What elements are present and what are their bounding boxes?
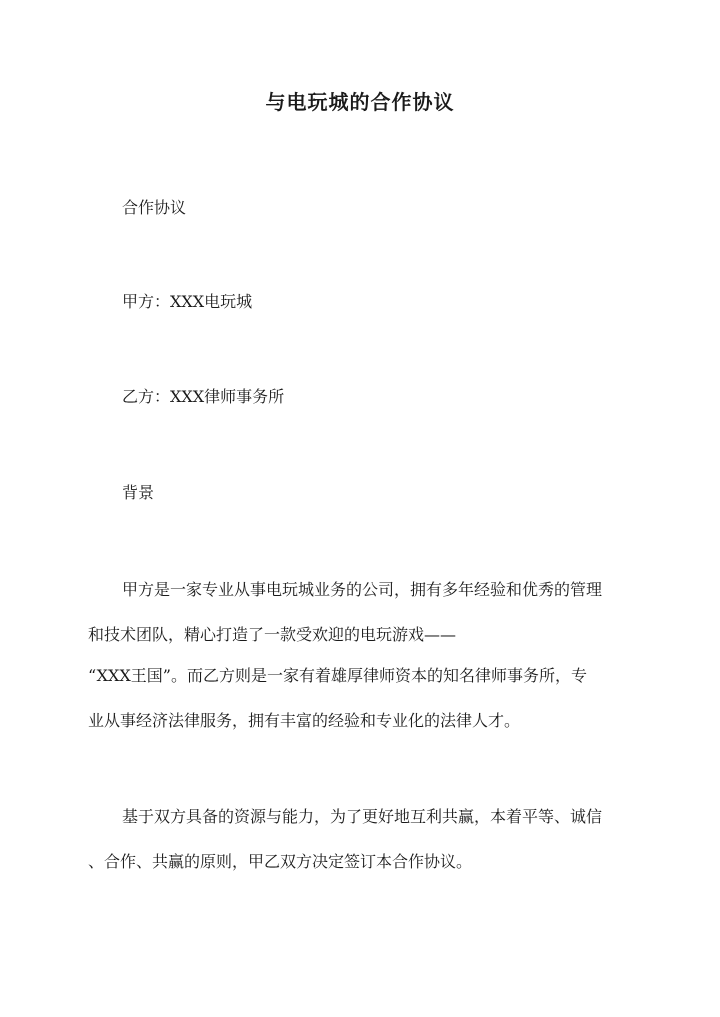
document-title: 与电玩城的合作协议 bbox=[265, 90, 455, 114]
paragraph-line: “XXX王国”。而乙方则是一家有着雄厚律师资本的知名律师事务所，专 bbox=[88, 666, 587, 685]
party-a-line: 甲方：XXX电玩城 bbox=[122, 292, 253, 311]
paragraph-line: 、合作、共赢的原则，甲乙双方决定签订本合作协议。 bbox=[88, 852, 473, 871]
party-b-line: 乙方：XXX律师事务所 bbox=[122, 387, 285, 406]
paragraph-line: 基于双方具备的资源与能力，为了更好地互利共赢，本着平等、诚信 bbox=[122, 807, 603, 826]
paragraph-line: 业从事经济法律服务，拥有丰富的经验和专业化的法律人才。 bbox=[88, 711, 521, 730]
paragraph-line: 和技术团队，精心打造了一款受欢迎的电玩游戏—— bbox=[88, 625, 457, 644]
heading-agreement: 合作协议 bbox=[122, 198, 187, 217]
section-background-heading: 背景 bbox=[122, 483, 155, 502]
paragraph-line: 甲方是一家专业从事电玩城业务的公司，拥有多年经验和优秀的管理 bbox=[122, 580, 603, 599]
